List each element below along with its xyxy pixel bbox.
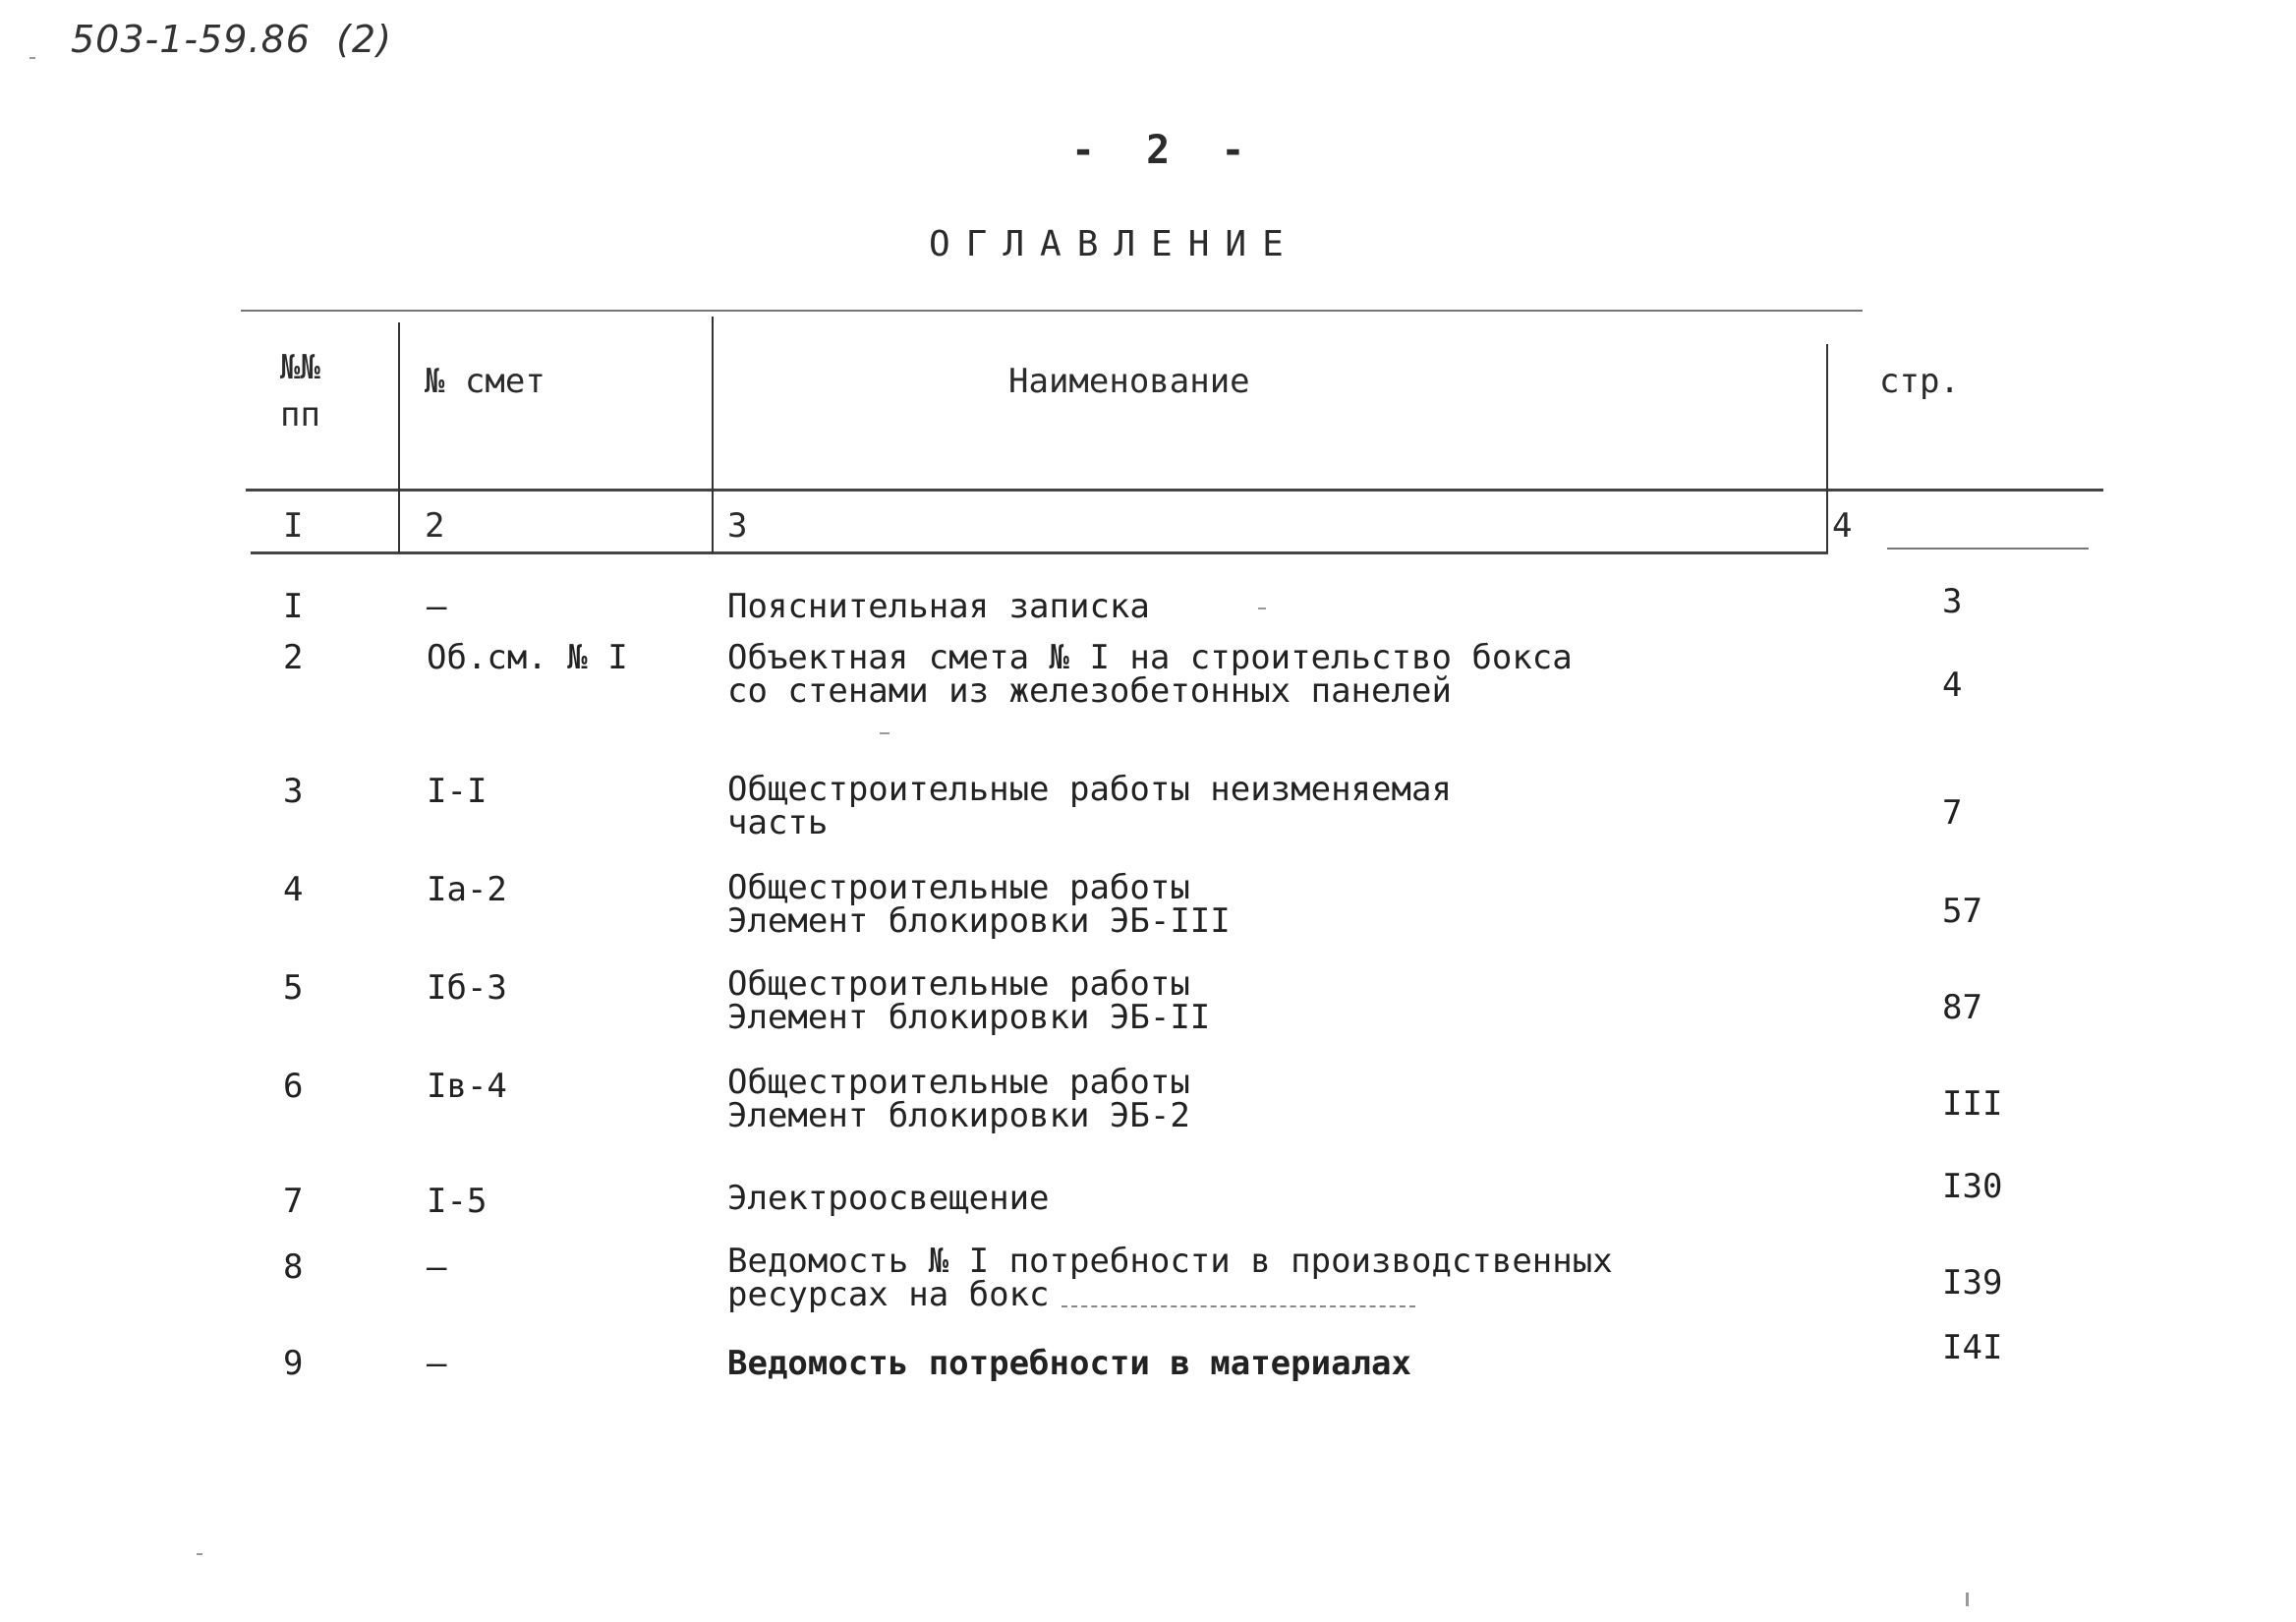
row-page: III bbox=[1942, 1084, 2003, 1124]
row-name-line2: часть bbox=[727, 803, 829, 842]
row-estimate: Об.см. № I bbox=[427, 638, 628, 677]
header-page: стр. bbox=[1879, 362, 1960, 401]
row-num: 5 bbox=[283, 968, 304, 1008]
row-name-line1: Ведомость потребности в материалах bbox=[727, 1344, 1411, 1383]
row-num: 8 bbox=[283, 1247, 304, 1287]
row-estimate: Iб-3 bbox=[427, 968, 507, 1008]
header-num-line1: №№ bbox=[280, 348, 320, 387]
row-page: I30 bbox=[1942, 1167, 2003, 1206]
row-page: 7 bbox=[1942, 793, 1963, 833]
header-bottom-rule bbox=[246, 489, 2103, 492]
row-estimate: I-5 bbox=[427, 1182, 488, 1221]
row-name-line2: ресурсах на бокс bbox=[727, 1275, 1050, 1314]
row-name-line1: Ведомость № I потребности в производственных bbox=[727, 1242, 1613, 1281]
row-page: I39 bbox=[1942, 1263, 2003, 1303]
row-page: 87 bbox=[1942, 988, 1982, 1027]
column-numbers-bottom-rule-tail bbox=[1887, 548, 2089, 550]
row-page: 4 bbox=[1942, 666, 1963, 705]
column-divider-3 bbox=[1826, 344, 1828, 552]
row-name-line1: Общестроительные работы bbox=[727, 1063, 1190, 1102]
header-num-line2: пп bbox=[280, 395, 320, 434]
page-number: - 2 - bbox=[1071, 128, 1259, 173]
column-number-1: I bbox=[283, 506, 304, 546]
row-name-line2: Элемент блокировки ЭБ-III bbox=[727, 901, 1231, 941]
column-divider-1 bbox=[398, 322, 400, 553]
row-estimate: – bbox=[427, 1344, 447, 1383]
row-estimate: Iа-2 bbox=[427, 870, 507, 909]
header-name: Наименование bbox=[1008, 362, 1250, 401]
row-num: I bbox=[283, 587, 304, 626]
row-num: 4 bbox=[283, 870, 304, 909]
scan-speck bbox=[880, 732, 890, 734]
header-estimate: № смет bbox=[425, 362, 545, 401]
sheet-number: (2) bbox=[336, 18, 392, 61]
row-name-line1: Общестроительные работы неизменяемая bbox=[727, 770, 1452, 809]
column-numbers-bottom-rule bbox=[251, 551, 1828, 554]
row-name-line1: Электроосвещение bbox=[727, 1179, 1050, 1218]
row-name-line1: Объектная смета № I на строительство бокса bbox=[727, 638, 1573, 677]
scan-speck bbox=[1966, 1593, 1969, 1606]
row-num: 3 bbox=[283, 772, 304, 811]
column-number-2: 2 bbox=[425, 506, 445, 546]
scan-speck bbox=[197, 1553, 202, 1555]
document-title: ОГЛАВЛЕНИЕ bbox=[929, 224, 1299, 264]
row-name-line1: Общестроительные работы bbox=[727, 964, 1190, 1004]
row-page: 57 bbox=[1942, 892, 1982, 931]
table-top-rule bbox=[241, 310, 1863, 312]
row-num: 7 bbox=[283, 1182, 304, 1221]
column-divider-2 bbox=[712, 317, 714, 553]
row-num: 6 bbox=[283, 1067, 304, 1106]
row-name-line2: Элемент блокировки ЭБ-2 bbox=[727, 1096, 1190, 1135]
document-code: 503-1-59.86 (2) bbox=[71, 18, 392, 61]
scan-speck bbox=[1258, 608, 1266, 609]
row-name-line2: Элемент блокировки ЭБ-II bbox=[727, 998, 1211, 1037]
row-page: 3 bbox=[1942, 582, 1963, 621]
row-estimate: – bbox=[427, 1247, 447, 1287]
row-num: 9 bbox=[283, 1344, 304, 1383]
column-number-4: 4 bbox=[1832, 506, 1853, 546]
dotted-leader bbox=[1062, 1305, 1415, 1307]
column-number-3: 3 bbox=[727, 506, 748, 546]
row-name-line2: со стенами из железобетонных панелей bbox=[727, 671, 1452, 711]
row-num: 2 bbox=[283, 638, 304, 677]
row-estimate: I-I bbox=[427, 772, 488, 811]
header-num bbox=[280, 346, 320, 436]
row-page: I4I bbox=[1942, 1328, 2003, 1367]
row-estimate: Iв-4 bbox=[427, 1067, 507, 1106]
row-name-line1: Общестроительные работы bbox=[727, 868, 1190, 907]
row-name-line1: Пояснительная записка bbox=[727, 587, 1150, 626]
row-estimate: – bbox=[427, 587, 447, 626]
scan-speck bbox=[29, 57, 35, 59]
